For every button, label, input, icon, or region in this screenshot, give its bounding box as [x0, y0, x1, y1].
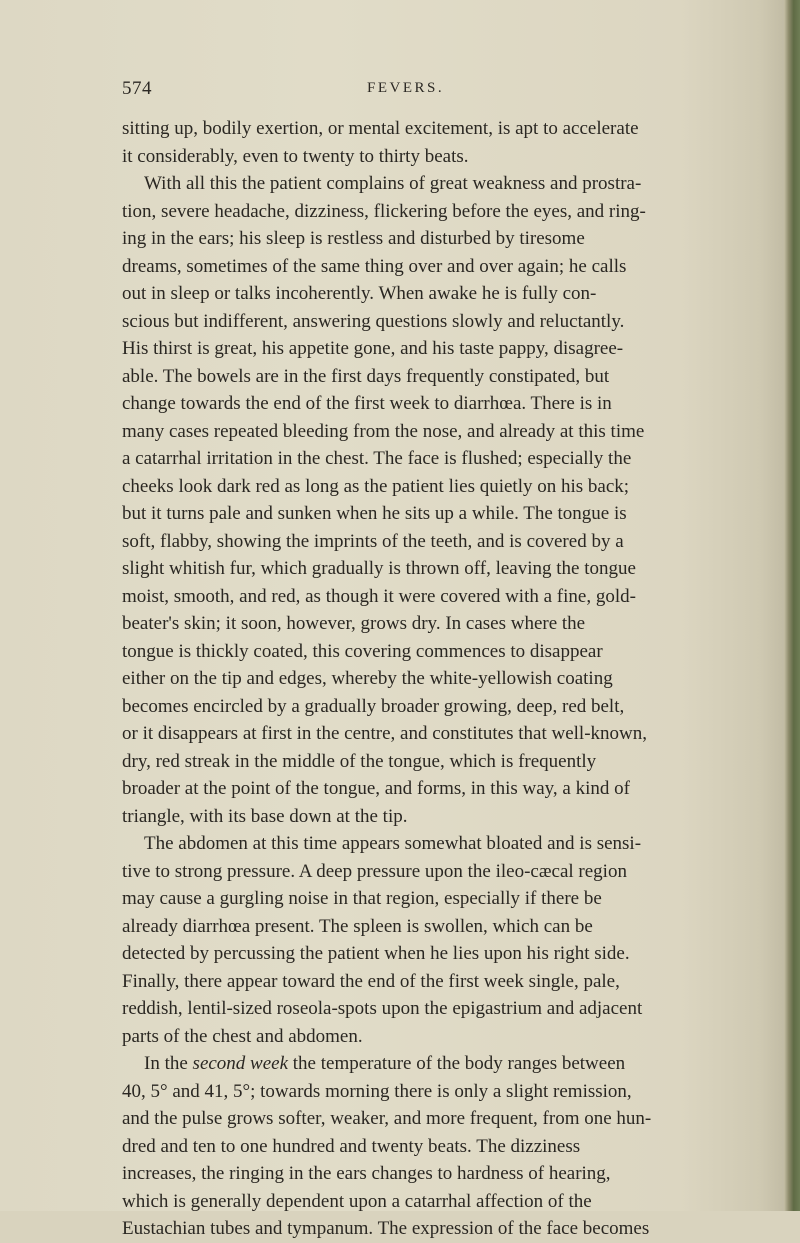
text-line: either on the tip and edges, whereby the white-yellowish coating	[122, 668, 613, 689]
text-line: dry, red streak in the middle of the tongue, which is frequently	[122, 750, 597, 772]
text-line: cheeks look dark red as long as the patient lies quietly on his back;	[122, 475, 630, 497]
text-line: parts of the chest and abdomen.	[122, 1025, 363, 1047]
text-line: beater's skin; it soon, however, grows dry. In cases where the	[122, 613, 586, 634]
text-line: and the pulse grows softer, weaker, and more frequent, from one hun-	[122, 1108, 652, 1129]
text-fragment: the temperature of the body ranges between	[288, 1053, 626, 1074]
text-line: reddish, lentil-sized roseola-spots upon the epigastrium and adjacent	[122, 998, 643, 1019]
text-line: His thirst is great, his appetite gone, and his taste pappy, disagree-	[122, 338, 624, 359]
text-line: The abdomen at this time appears somewhat bloated and is sensi-	[144, 833, 642, 854]
text-line	[122, 1050, 782, 1078]
text-line: sitting up, bodily exertion, or mental excitement, is apt to accelerate	[122, 118, 639, 139]
page-edge	[784, 0, 800, 1211]
text-line: which is generally dependent upon a catarrhal affection of the	[122, 1190, 592, 1212]
text-line: already diarrhœa present. The spleen is swollen, which can be	[122, 915, 593, 937]
text-line: tion, severe headache, dizziness, flickering before the eyes, and ring-	[122, 200, 646, 222]
text-line: ing in the ears; his sleep is restless and disturbed by tiresome	[122, 228, 585, 249]
body-text	[122, 115, 782, 1243]
text-line: a catarrhal irritation in the chest. The face is flushed; especially the	[122, 448, 632, 469]
text-line: detected by percussing the patient when he lies upon his right side.	[122, 943, 630, 964]
text-line: Eustachian tubes and tympanum. The expression of the face becomes	[122, 1218, 650, 1239]
text-line: becomes encircled by a gradually broader growing, deep, red belt,	[122, 695, 625, 717]
text-line: scious but indifferent, answering questions slowly and reluctantly.	[122, 310, 625, 332]
text-line: dreams, sometimes of the same thing over and over again; he calls	[122, 255, 627, 277]
text-line: broader at the point of the tongue, and forms, in this way, a kind of	[122, 778, 630, 799]
text-line: but it turns pale and sunken when he sits up a while. The tongue is	[122, 503, 627, 524]
text-line: dred and ten to one hundred and twenty beats. The dizziness	[122, 1135, 581, 1157]
page-header	[122, 78, 722, 104]
text-line: slight whitish fur, which gradually is thrown off, leaving the tongue	[122, 558, 636, 579]
text-line: out in sleep or talks incoherently. When awake he is fully con-	[122, 283, 597, 304]
text-line: many cases repeated bleeding from the nose, and already at this time	[122, 420, 645, 442]
text-line: may cause a gurgling noise in that region, especially if there be	[122, 888, 602, 909]
text-line: able. The bowels are in the first days frequently constipated, but	[122, 365, 610, 387]
text-line: change towards the end of the first week to diarrhœa. There is in	[122, 393, 612, 414]
text-line: With all this the patient complains of great weakness and prostra-	[144, 173, 642, 194]
text-line: triangle, with its base down at the tip.	[122, 805, 408, 827]
page-number: 574	[122, 78, 152, 99]
text-line: increases, the ringing in the ears changes to hardness of hearing,	[122, 1163, 611, 1184]
text-line: moist, smooth, and red, as though it were covered with a fine, gold-	[122, 585, 636, 607]
text-line: or it disappears at first in the centre, and constitutes that well-known,	[122, 723, 647, 744]
text-fragment: In the	[144, 1053, 193, 1074]
text-line: it considerably, even to twenty to thirty beats.	[122, 145, 469, 167]
italic-emphasis: second week	[192, 1053, 289, 1074]
running-head: FEVERS.	[367, 80, 445, 96]
text-line: 40, 5° and 41, 5°; towards morning there is only a slight remission,	[122, 1080, 632, 1102]
text-line: tive to strong pressure. A deep pressure upon the ileo-cæcal region	[122, 860, 627, 882]
text-line: tongue is thickly coated, this covering commences to disappear	[122, 640, 603, 662]
text-line: soft, flabby, showing the imprints of the teeth, and is covered by a	[122, 530, 624, 552]
text-line: Finally, there appear toward the end of the first week single, pale,	[122, 970, 620, 992]
